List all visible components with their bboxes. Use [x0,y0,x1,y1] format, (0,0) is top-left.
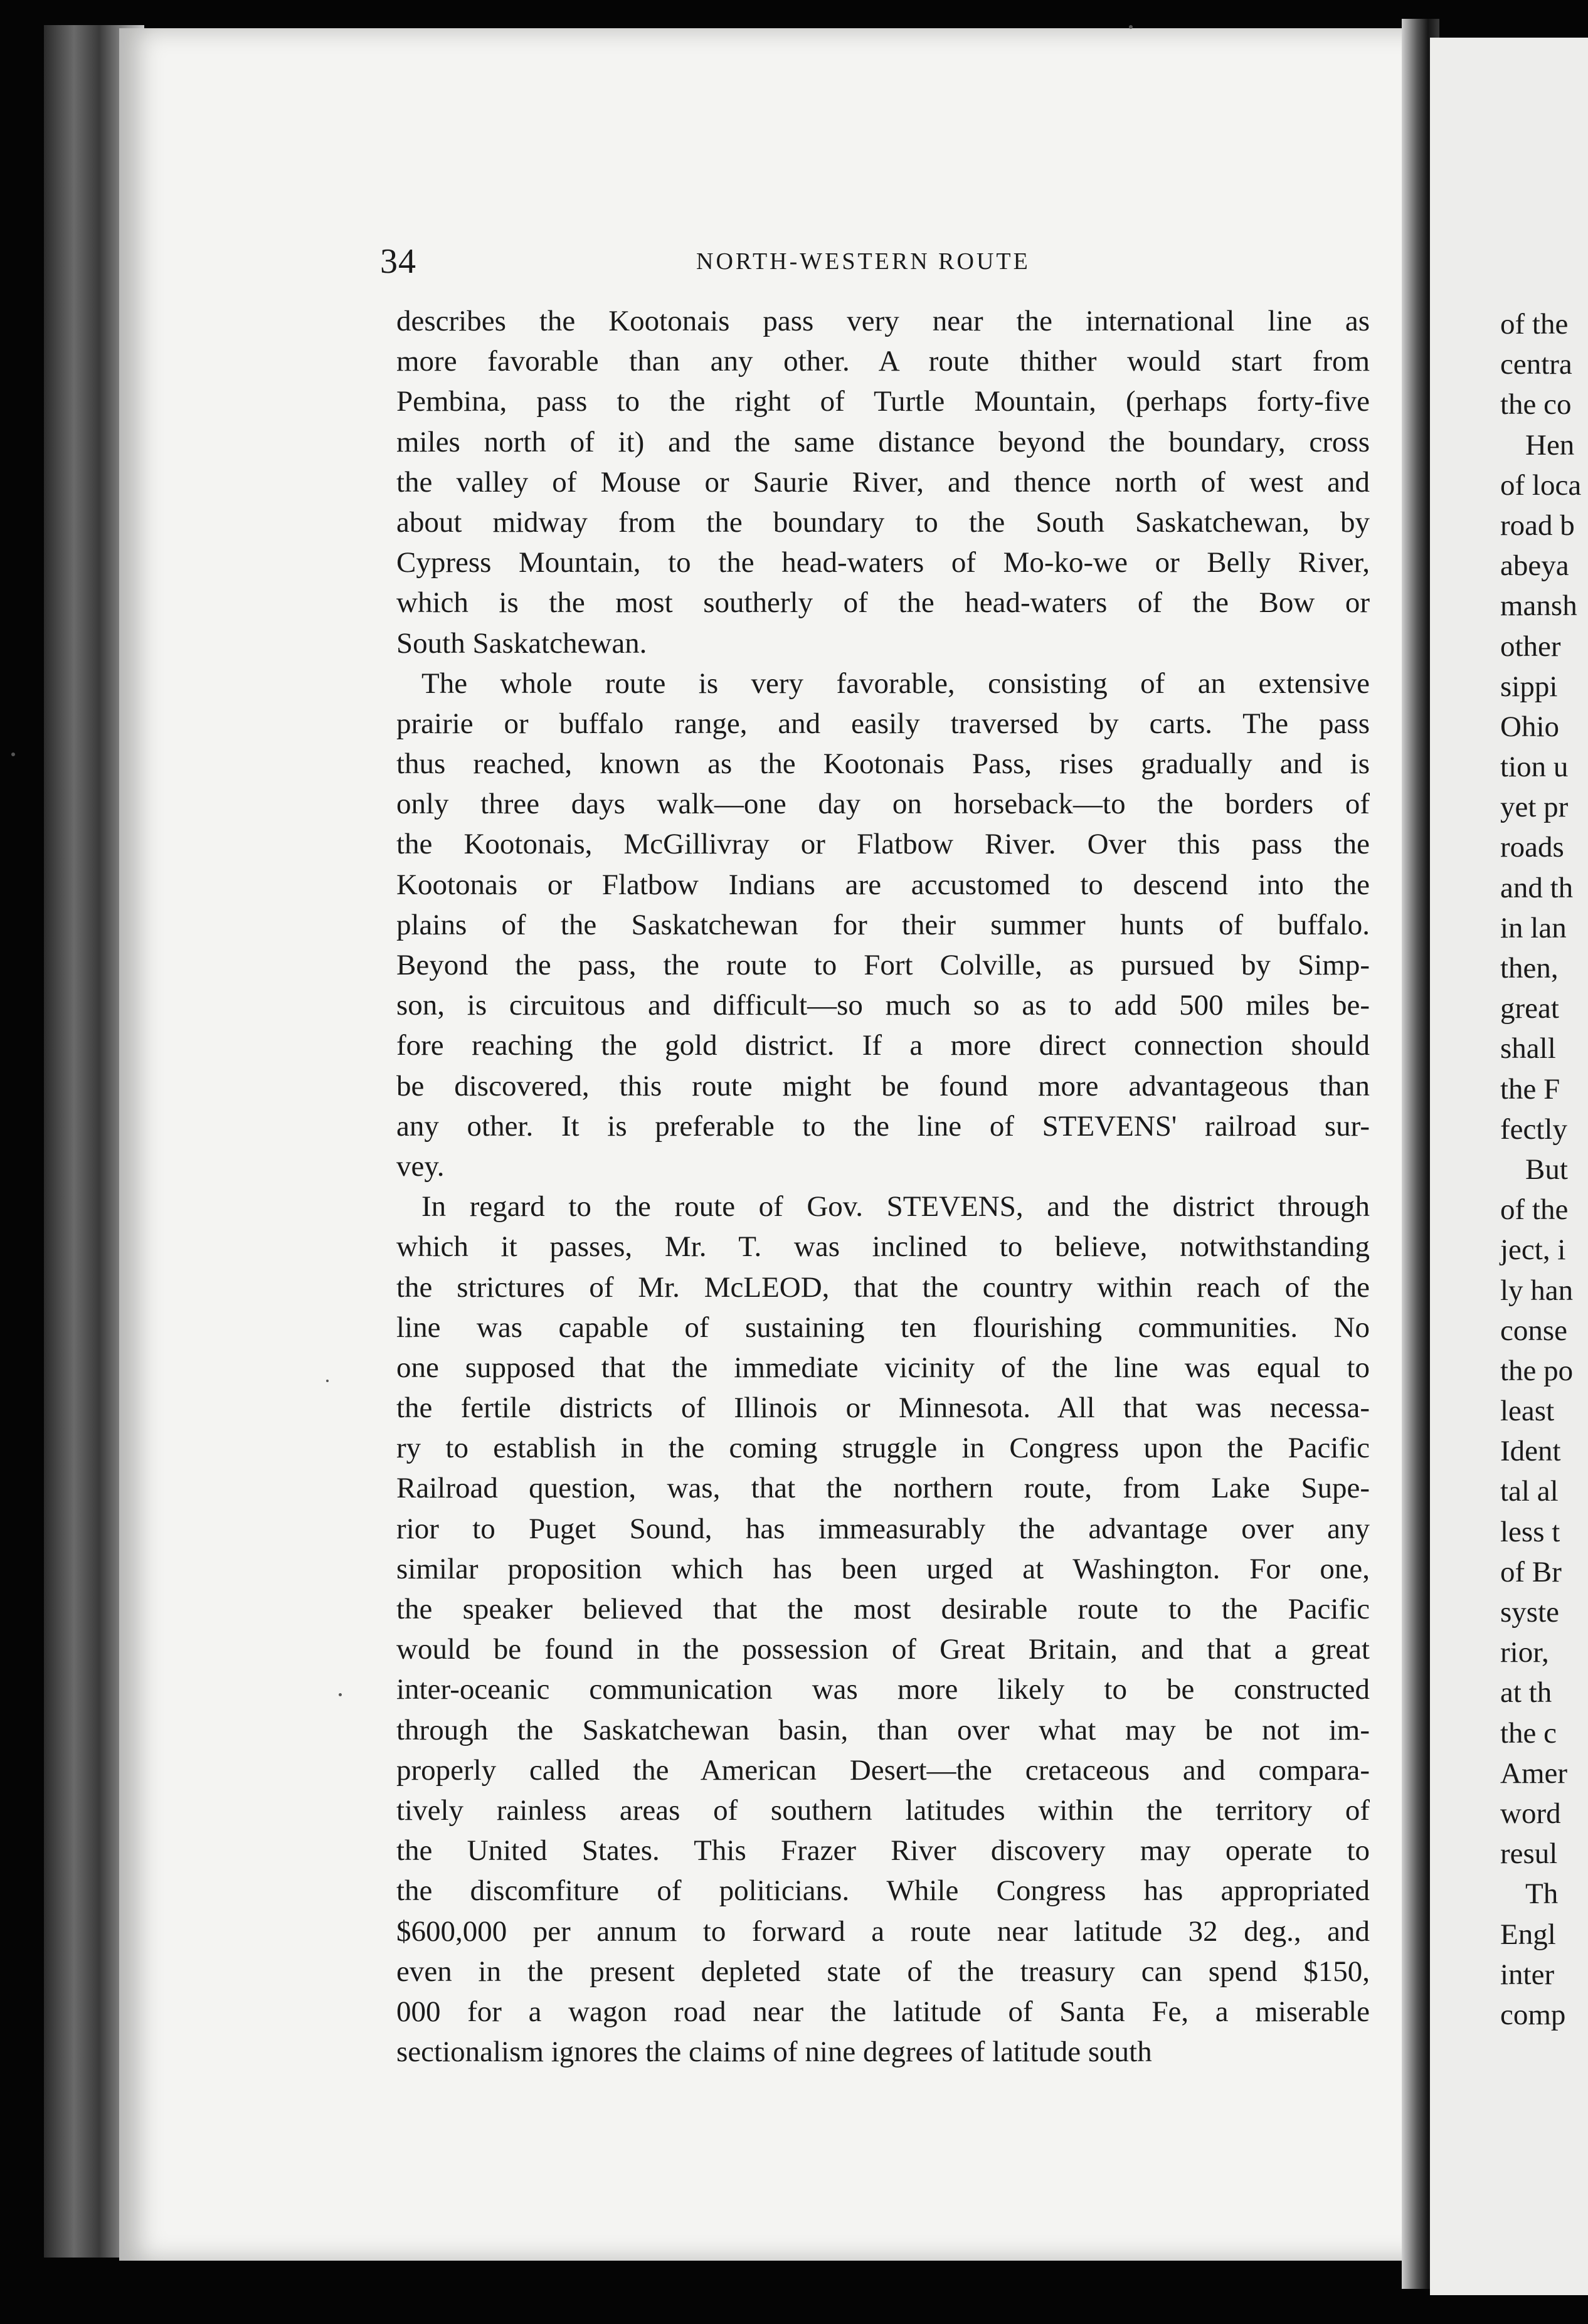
text-line: the United States. This Frazer River discovery may operate to [396,1834,1370,1867]
right-page-fragment: Ident [1500,1435,1561,1468]
right-page-fragment: at th [1500,1676,1552,1709]
text-line: more favorable than any other. A route thither would start from [396,345,1370,378]
right-page-fragment: less t [1500,1515,1560,1548]
right-page-fragment: tion u [1500,751,1569,784]
right-page-fragment: of loca [1500,468,1582,502]
right-page-fragment: the c [1500,1716,1557,1750]
right-page-fragment: syste [1500,1596,1559,1629]
ink-speck [326,1380,329,1382]
text-line: the Kootonais, McGillivray or Flatbow River. Over this pass the [396,828,1370,861]
text-line: plains of the Saskatchewan for their summer hunts of buffalo. [396,908,1370,941]
ink-speck [339,1693,342,1696]
right-page-fragment: of the [1500,1193,1569,1227]
text-line: about midway from the boundary to the South Saskatchewan, by [396,505,1370,539]
text-line: Pembina, pass to the right of Turtle Mountain, (perhaps forty-five [396,385,1370,418]
right-page-fragment: of the [1500,308,1569,341]
text-line: rior to Puget Sound, has immeasurably the advantage over any [396,1512,1370,1545]
text-line: The whole route is very favorable, consisting of an extensive [421,667,1370,700]
text-line: thus reached, known as the Kootonais Pass, rises gradually and is [396,747,1370,781]
text-line: the speaker believed that the most desirable route to the Pacific [396,1593,1370,1625]
text-line: the discomfiture of politicians. While Congress has appropriated [396,1874,1370,1908]
right-page-fragment: comp [1500,1998,1566,2031]
right-page-fragment: mansh [1500,589,1577,623]
right-page-fragment: rior, [1500,1636,1549,1669]
text-line: line was capable of sustaining ten flourishing communities. No [396,1311,1370,1344]
text-line: one supposed that the immediate vicinity of the line was equal to [396,1351,1370,1384]
text-line: the fertile districts of Illinois or Minnesota. All that was necessa- [396,1392,1370,1425]
text-line: ry to establish in the coming struggle in Congress upon the Pacific [396,1432,1370,1465]
right-page-fragment: But [1525,1153,1568,1186]
right-page-fragment: resul [1500,1837,1558,1871]
right-page-fragment: Th [1525,1878,1559,1911]
right-page-fragment: shall [1500,1032,1556,1065]
text-line: miles north of it) and the same distance beyond the boundary, cross [396,425,1370,458]
text-line: properly called the American Desert—the cretaceous and compara- [396,1753,1370,1787]
right-page-fragment: ject, i [1500,1233,1566,1267]
right-page-fragment: then, [1500,952,1559,985]
text-line: tively rainless areas of southern latitudes within the territory of [396,1793,1370,1827]
text-line: sectionalism ignores the claims of nine degrees of latitude south [396,2036,1152,2069]
text-line: would be found in the possession of Great Britain, and that a great [396,1633,1370,1666]
ink-speck [1129,25,1133,29]
ink-speck [11,753,15,756]
right-page-text [1500,304,1588,2035]
text-line: the strictures of Mr. McLEOD, that the country within reach of the [396,1270,1370,1304]
right-page-fragment: the po [1500,1354,1574,1387]
text-line: the valley of Mouse or Saurie River, and thence north of west and [396,465,1370,499]
right-page-fragment: ly han [1500,1274,1574,1307]
text-line: prairie or buffalo range, and easily traversed by carts. The pass [396,707,1370,740]
text-line: South Saskatchewan. [396,626,647,660]
right-page-fragment: Engl [1500,1918,1556,1951]
right-page-fragment: Ohio [1500,710,1559,743]
right-page-fragment: centra [1500,348,1572,381]
text-line: which is the most southerly of the head-waters of the Bow or [396,586,1370,620]
right-page-fragment: tal al [1500,1475,1559,1508]
right-page-fragment: road b [1500,509,1575,542]
right-page-fragment: Hen [1525,428,1575,462]
right-page-fragment: Amer [1500,1756,1568,1790]
main-text-block [396,301,1370,2088]
text-line: Beyond the pass, the route to Fort Colville, as pursued by Simp- [396,949,1370,981]
text-line: $600,000 per annum to forward a route near latitude 32 deg., and [396,1915,1370,1948]
text-line: inter-oceanic communication was more likely to be constructed [396,1673,1370,1706]
text-line: be discovered, this route might be found more advantageous than [396,1069,1370,1102]
right-page-fragment: conse [1500,1314,1568,1347]
right-page-fragment: the co [1500,388,1572,421]
text-line: 000 for a wagon road near the latitude of Santa Fe, a miserable [396,1995,1370,2028]
text-line: In regard to the route of Gov. STEVENS, and the district through [421,1190,1370,1223]
right-page-fragment: word [1500,1797,1561,1830]
right-page-fragment: of Br [1500,1555,1562,1588]
right-page-fragment: the F [1500,1072,1560,1106]
right-page-fragment: and th [1500,871,1574,904]
text-line: only three days walk—one day on horseback—to the borders of [396,788,1370,821]
text-line: son, is circuitous and difficult—so much so as to add 500 miles be- [396,989,1370,1022]
page-number: 34 [380,242,416,281]
text-line: Kootonais or Flatbow Indians are accustomed to descend into the [396,868,1370,901]
text-line: vey. [396,1149,445,1183]
right-page-fragment: other [1500,630,1561,663]
right-page-fragment: fectly [1500,1112,1567,1146]
text-line: Cypress Mountain, to the head-waters of Mo-ko-we or Belly River, [396,546,1370,579]
text-line: any other. It is preferable to the line of STEVENS' railroad sur- [396,1109,1370,1143]
right-page-fragment: sippi [1500,670,1558,703]
text-line: through the Saskatchewan basin, than over what may be not im- [396,1713,1370,1746]
text-line: fore reaching the gold district. If a more direct connection should [396,1029,1370,1062]
right-page-fragment: yet pr [1500,791,1569,824]
right-page-fragment: in lan [1500,911,1567,944]
right-page-fragment: abeya [1500,549,1569,583]
text-line: Railroad question, was, that the northern route, from Lake Supe- [396,1472,1370,1505]
text-line: which it passes, Mr. T. was inclined to believe, notwithstanding [396,1230,1370,1264]
running-head: NORTH-WESTERN ROUTE [696,248,1030,275]
right-page-fragment: great [1500,992,1559,1025]
right-page-fragment: least [1500,1395,1555,1428]
text-line: describes the Kootonais pass very near the international line as [396,305,1370,337]
text-line: similar proposition which has been urged at Washington. For one, [396,1552,1370,1585]
right-page-fragment: inter [1500,1958,1555,1991]
text-line: even in the present depleted state of the treasury can spend $150, [396,1955,1370,1988]
right-page-fragment: roads [1500,831,1564,864]
